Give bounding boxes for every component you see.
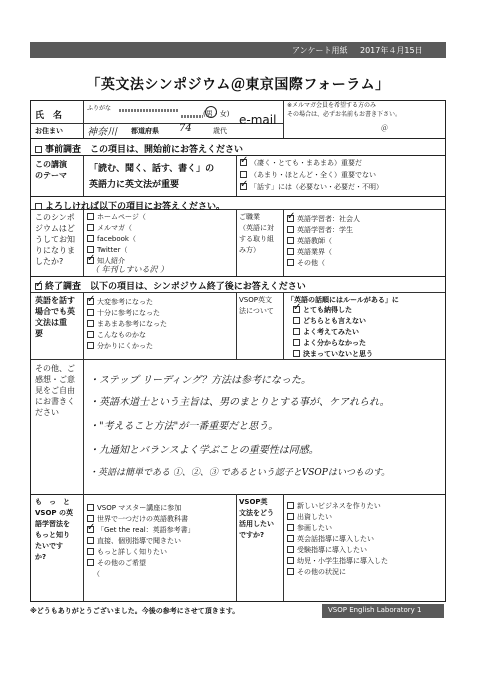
row-divider [31, 196, 445, 197]
email-at: ＠ [381, 124, 388, 132]
comment-line: ・"考えること方法"が一番重要だと思う。 [89, 421, 279, 432]
thanks-note: ※どうもありがとうございました。今後の参考にさせて頂きます。 [30, 607, 240, 615]
row-divider [31, 359, 445, 360]
vsop-heading: 「英語の話順にはルールがある」に [287, 296, 399, 304]
row-divider [31, 138, 445, 139]
more-option[interactable]: もっと詳しく知りたい [87, 547, 195, 558]
name-label: 氏 名 [35, 111, 63, 121]
gender-options: (男・女) [203, 110, 230, 118]
job-option[interactable]: ✓英語学習者：社会人 [287, 214, 360, 225]
comment-line: ・英語は簡単である ①、②、③ であるという認子とVSOPはいつものす。 [89, 468, 391, 478]
theme-option-1[interactable]: ✓（凄く・とても・まあまあ）重要だ [240, 158, 362, 168]
email-note: ※メルマガ会員を希望する方のみ その場合は、必ずお名前もお書き下さい。 [287, 102, 402, 118]
row-divider [31, 155, 445, 156]
more-other-paren: （ [93, 570, 100, 578]
use-option[interactable]: その他の状況に [287, 567, 388, 578]
know-option[interactable]: Twitter（ [87, 245, 146, 256]
col-divider [283, 494, 284, 601]
furigana-label: ふりがな [87, 105, 112, 112]
more-option[interactable]: VSOP マスター講座に参加 [87, 503, 195, 514]
col-divider [283, 292, 284, 359]
job-option[interactable]: 英語業界（ [287, 247, 360, 258]
use-option[interactable]: 幼児・小学生指導に導入した [287, 556, 388, 567]
address-label: お住まい [35, 127, 63, 135]
gender-circle [205, 106, 217, 118]
reference-label: 英語を話す 場合でも英 文法は重 要 [35, 296, 75, 338]
reference-option[interactable]: まあまあ参考になった [87, 319, 167, 330]
use-option[interactable]: 新しいビジネスを作りたい [287, 501, 388, 512]
comments-label: その他、ご 感想・ご意 見をご自由 にお書きく ださい [35, 364, 75, 417]
redacted-name [119, 109, 179, 112]
theme-option-2[interactable]: （あまり・ほとんど・全く）重要でない [240, 170, 376, 180]
job-label: ご職業 （英語に対 する取り組 み方） [239, 213, 274, 254]
row-divider [31, 276, 445, 277]
prefecture-label: 都道府県 [131, 127, 159, 135]
footer-bar [322, 604, 444, 618]
email-label: e-mail [239, 113, 277, 127]
section-optional: よろしければ以下の項目にお答えください。 [35, 199, 225, 212]
more-option[interactable]: その他のご希望 [87, 558, 195, 569]
col-divider [83, 101, 84, 138]
know-option[interactable]: ✓知人紹介 [87, 256, 146, 267]
col-divider [83, 292, 84, 494]
vsop-options [293, 305, 373, 360]
comment-line: ・英語木道士という主旨は、男のまとりとする事が、ケアれられ。 [89, 397, 390, 408]
reference-option[interactable]: ✓大変参考になった [87, 297, 167, 308]
reference-option[interactable]: 十分に参考になった [87, 308, 167, 319]
form-date: 2017年４月15日 [360, 46, 423, 55]
more-option[interactable]: 直接、個別指導で聞きたい [87, 536, 195, 547]
vsop-option[interactable]: 決まっていないと思う [293, 349, 373, 360]
know-label: このシンポ ジウムはど うしてお知 りになりま したか? [35, 213, 75, 266]
theme-quote-2: 英語力に英文法が重要 [89, 180, 180, 190]
know-option[interactable]: ホームページ（ [87, 212, 146, 223]
job-option[interactable]: 英語学習者：学生 [287, 225, 360, 236]
col-divider [283, 101, 284, 138]
comment-line: ・ステップ リーディング？方法は参考になった。 [89, 375, 311, 386]
use-option[interactable]: 英会話指導に導入したい [287, 534, 388, 545]
page-title: 「英文法シンポジウム＠東京国際フォーラム」 [86, 77, 390, 93]
age-label: 歳代 [213, 127, 227, 135]
theme-quote-1: 「読む、聞く、話す、書く」の [89, 164, 215, 174]
theme-label: この講演 のテーマ [35, 160, 67, 180]
col-divider [83, 155, 84, 196]
vsop-option[interactable]: よく考えてみたい [293, 327, 373, 338]
redacted-name [181, 115, 203, 118]
survey-form [30, 100, 446, 602]
col-divider [236, 209, 237, 276]
row-divider [31, 292, 445, 293]
use-option[interactable]: 受験指導に導入したい [287, 545, 388, 556]
section-post-survey: ✓終了調査 以下の項目は、シンポジウム終了後にお答えください [35, 279, 306, 292]
col-divider [283, 209, 284, 276]
more-option[interactable]: ✓「Get the real：英語参考書」 [87, 525, 195, 536]
use-option[interactable]: 出資したい [287, 512, 388, 523]
age-handwritten: 74 [179, 123, 192, 134]
more-options [87, 503, 195, 580]
use-label: VSOP英 文法をどう 活用したい ですか? [239, 498, 274, 539]
comment-line: ・九通知とバランスよく学ぶことの重要性は同感。 [89, 445, 319, 456]
job-option[interactable]: その他（ [287, 258, 360, 269]
col-divider [236, 155, 237, 196]
job-option[interactable]: 英語教師（ [287, 236, 360, 247]
vsop-option[interactable]: ✓とても納得した [293, 305, 373, 316]
reference-option[interactable]: こんなものかな [87, 330, 167, 341]
know-option[interactable]: facebook（ [87, 234, 146, 245]
section-pre-survey: 事前調査 この項目は、開始前にお答えください [35, 142, 243, 155]
vsop-option[interactable]: どちらとも言えない [293, 316, 373, 327]
vsop-option[interactable]: よく分からなかった [293, 338, 373, 349]
col-divider [236, 494, 237, 601]
reference-option[interactable]: 分かりにくかった [87, 341, 167, 352]
job-options [287, 214, 360, 269]
col-divider [236, 292, 237, 359]
know-handwritten: （ 年刊しすいる沢 ） [91, 265, 169, 274]
col-divider [83, 494, 84, 601]
row-divider [31, 494, 445, 495]
know-options [87, 212, 146, 267]
use-options [287, 501, 388, 578]
more-option[interactable]: 世界で一つだけの英語教科書 [87, 514, 195, 525]
prefecture-handwritten: 神奈川 [87, 127, 117, 138]
more-label: も っ と VSOP の英 語学習法を もっと知り たいです か? [35, 498, 73, 561]
col-divider [83, 209, 84, 276]
header-bar [30, 42, 446, 58]
know-option[interactable]: メルマガ（ [87, 223, 146, 234]
reference-options [87, 297, 167, 352]
use-option[interactable]: 参画したい [287, 523, 388, 534]
form-label: アンケート用紙 [292, 46, 348, 55]
theme-option-3[interactable]: ✓「話す」には（必要ない・必要だ・不明） [240, 182, 383, 192]
lab-name: VSOP English Laboratory 1 [328, 606, 422, 614]
vsop-label: VSOP英文 法について [239, 296, 274, 315]
